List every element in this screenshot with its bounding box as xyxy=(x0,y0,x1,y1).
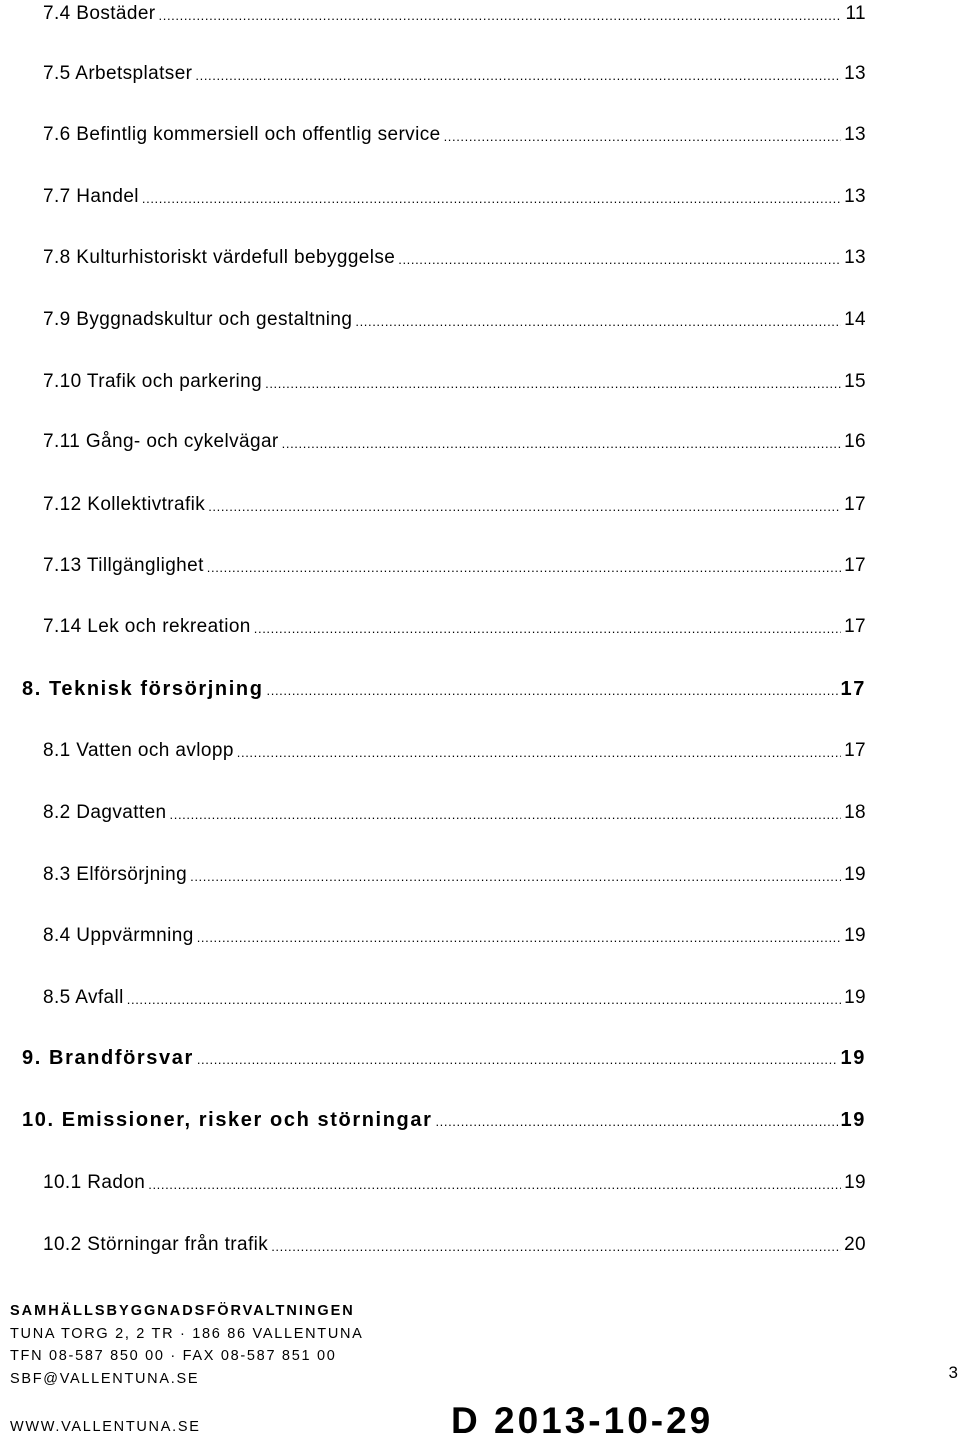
toc-dot-leader xyxy=(435,1105,837,1135)
toc-entry-page: 19 xyxy=(840,1109,866,1131)
toc-dot-leader xyxy=(170,798,842,828)
toc-entry[interactable] xyxy=(43,798,866,828)
toc-entry-page: 19 xyxy=(844,1172,866,1193)
toc-entry[interactable] xyxy=(43,243,866,273)
toc-entry[interactable] xyxy=(43,1230,866,1260)
toc-entry-label: 8.2 Dagvatten xyxy=(43,802,167,823)
toc-entry-page: 19 xyxy=(844,987,866,1008)
toc-entry-page: 17 xyxy=(840,678,866,700)
toc-dot-leader xyxy=(282,427,841,457)
toc-dot-leader xyxy=(271,1230,841,1260)
toc-entry-page: 20 xyxy=(844,1234,866,1255)
toc-entry-label: 7.4 Bostäder xyxy=(43,3,156,24)
toc-entry-label: 9. Brandförsvar xyxy=(22,1047,194,1069)
toc-entry[interactable] xyxy=(43,860,866,890)
toc-dot-leader xyxy=(190,860,841,890)
toc-entry[interactable] xyxy=(43,427,866,457)
toc-dot-leader xyxy=(444,120,841,150)
toc-entry-page: 14 xyxy=(844,309,866,330)
toc-dot-leader xyxy=(197,1043,838,1073)
toc-entry-label: 10.2 Störningar från trafik xyxy=(43,1234,269,1255)
toc-entry-page: 13 xyxy=(844,186,866,207)
toc-entry-page: 16 xyxy=(844,431,866,452)
footer-website: WWW.VALLENTUNA.SE xyxy=(10,1419,201,1435)
toc-entry[interactable] xyxy=(43,612,866,642)
toc-dot-leader xyxy=(267,674,838,704)
toc-dot-leader xyxy=(265,367,841,397)
toc-entry-label: 10.1 Radon xyxy=(43,1172,146,1193)
toc-entry-page: 19 xyxy=(844,864,866,885)
toc-chapter-entry[interactable] xyxy=(22,674,866,704)
toc-dot-leader xyxy=(148,1168,841,1198)
toc-dot-leader xyxy=(159,0,843,29)
toc-entry[interactable] xyxy=(43,182,866,212)
toc-entry-label: 7.9 Byggnadskultur och gestaltning xyxy=(43,309,353,330)
toc-entry-label: 7.12 Kollektivtrafik xyxy=(43,494,206,515)
footer-organization: SAMHÄLLSBYGGNADSFÖRVALTNINGEN xyxy=(10,1303,355,1319)
document-id: D 2013-10-29 xyxy=(451,1400,714,1441)
toc-entry-page: 17 xyxy=(844,555,866,576)
toc-entry-page: 13 xyxy=(844,124,866,145)
toc-entry-label: 8.4 Uppvärmning xyxy=(43,925,194,946)
toc-entry[interactable] xyxy=(43,120,866,150)
toc-entry-label: 8. Teknisk försörjning xyxy=(22,678,264,700)
toc-dot-leader xyxy=(355,305,841,335)
toc-entry[interactable] xyxy=(43,305,866,335)
toc-entry-label: 8.1 Vatten och avlopp xyxy=(43,740,234,761)
toc-dot-leader xyxy=(127,983,841,1013)
toc-chapter-entry[interactable] xyxy=(22,1043,866,1073)
toc-entry-page: 17 xyxy=(844,494,866,515)
toc-entry[interactable] xyxy=(43,551,866,581)
toc-entry-page: 19 xyxy=(844,925,866,946)
toc-entry-label: 8.3 Elförsörjning xyxy=(43,864,188,885)
toc-dot-leader xyxy=(237,736,841,766)
toc-entry-label: 7.5 Arbetsplatser xyxy=(43,63,193,84)
toc-dot-leader xyxy=(254,612,841,642)
toc-entry[interactable] xyxy=(43,983,866,1013)
footer-contact xyxy=(10,1300,364,1390)
toc-entry-label: 7.6 Befintlig kommersiell och offentlig service xyxy=(43,124,441,145)
page-number: 3 xyxy=(948,1363,958,1382)
toc-entry-page: 11 xyxy=(845,3,866,24)
toc-entry[interactable] xyxy=(43,736,866,766)
toc-entry-page: 17 xyxy=(844,616,866,637)
toc-chapter-entry[interactable] xyxy=(22,1105,866,1135)
footer-phone-fax: TFN 08-587 850 00 · FAX 08-587 851 00 xyxy=(10,1348,337,1364)
toc-dot-leader xyxy=(197,921,841,951)
toc-entry-page: 19 xyxy=(840,1047,866,1069)
toc-entry[interactable] xyxy=(43,59,866,89)
toc-entry[interactable] xyxy=(43,1168,866,1198)
toc-entry-page: 13 xyxy=(844,247,866,268)
toc-entry-page: 15 xyxy=(844,371,866,392)
toc-entry-page: 18 xyxy=(844,802,866,823)
toc-entry[interactable] xyxy=(43,0,866,29)
toc-entry-page: 17 xyxy=(844,740,866,761)
toc-dot-leader xyxy=(142,182,841,212)
footer-address: TUNA TORG 2, 2 TR · 186 86 VALLENTUNA xyxy=(10,1325,364,1342)
toc-entry-label: 8.5 Avfall xyxy=(43,987,124,1008)
toc-entry-label: 7.7 Handel xyxy=(43,186,139,207)
toc-entry-page: 13 xyxy=(844,63,866,84)
toc-entry-label: 7.13 Tillgänglighet xyxy=(43,555,204,576)
footer-email: SBF@VALLENTUNA.SE xyxy=(10,1370,200,1387)
toc-entry-label: 7.14 Lek och rekreation xyxy=(43,616,251,637)
toc-entry-label: 7.10 Trafik och parkering xyxy=(43,371,263,392)
toc-entry[interactable] xyxy=(43,921,866,951)
toc-dot-leader xyxy=(207,551,841,581)
toc-entry-label: 7.8 Kulturhistoriskt värdefull bebyggelse xyxy=(43,247,396,268)
toc-dot-leader xyxy=(195,59,841,89)
toc-dot-leader xyxy=(398,243,841,273)
toc-entry-label: 7.11 Gång- och cykelvägar xyxy=(43,431,279,452)
toc-entry[interactable] xyxy=(43,490,866,520)
toc-entry[interactable] xyxy=(43,367,866,397)
toc-dot-leader xyxy=(208,490,841,520)
toc-entry-label: 10. Emissioner, risker och störningar xyxy=(22,1109,433,1131)
